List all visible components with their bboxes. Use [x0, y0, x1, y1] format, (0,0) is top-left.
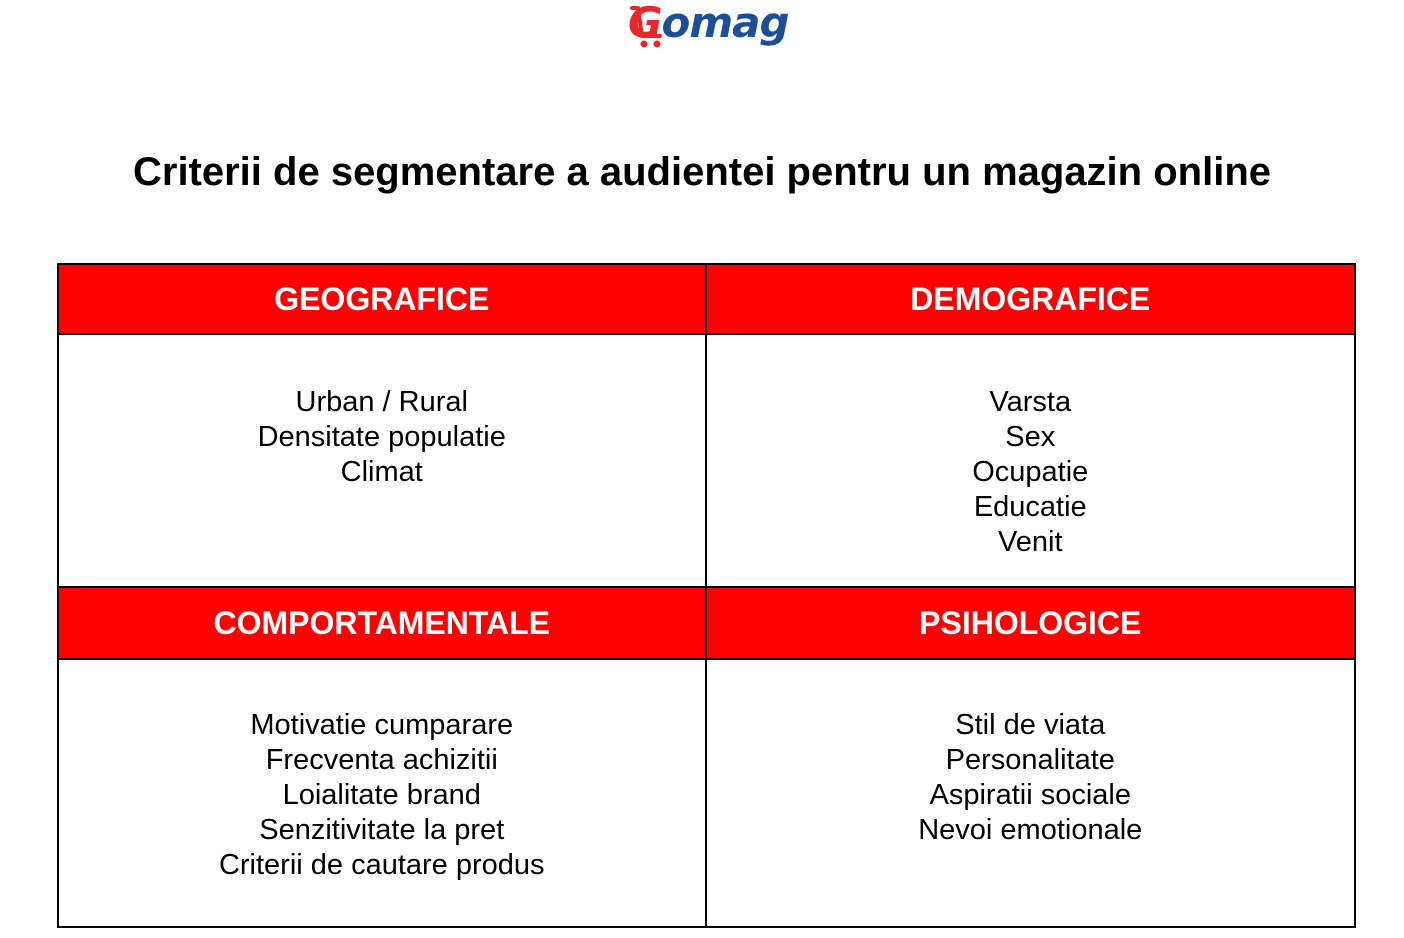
header-psihologice: PSIHOLOGICE: [707, 588, 1355, 660]
logo-text: [628, 0, 789, 47]
list-item: Educatie: [973, 491, 1087, 523]
header-geografice: GEOGRAFICE: [59, 265, 707, 335]
list-item: Varsta: [989, 386, 1072, 418]
list-item: Personalitate: [945, 744, 1115, 776]
list-item: Nevoi emotionale: [918, 814, 1143, 846]
list-item: Densitate populatie: [257, 421, 506, 453]
gomag-logo: [628, 0, 788, 56]
logo-letter-g: G: [628, 0, 662, 47]
list-item: Climat: [340, 456, 423, 488]
cell-comportamentale: [59, 660, 707, 926]
cell-psihologice: [707, 660, 1355, 926]
cell-demografice: [707, 335, 1355, 588]
header-demografice: DEMOGRAFICE: [707, 265, 1355, 335]
list-item: Loialitate brand: [282, 779, 481, 811]
list-item: Aspiratii sociale: [929, 779, 1131, 811]
cell-geografice: [59, 335, 707, 588]
list-item: Urban / Rural: [295, 386, 468, 418]
logo-letters-rest: omag: [661, 0, 789, 47]
list-item: Stil de viata: [955, 709, 1106, 741]
list-item: Ocupatie: [972, 456, 1089, 488]
page-title: Criterii de segmentare a audientei pentru un magazin online: [132, 150, 1271, 194]
list-item: Venit: [998, 526, 1063, 558]
list-item: Sex: [1005, 421, 1056, 453]
segmentation-grid: [57, 263, 1356, 928]
list-item: Criterii de cautare produs: [218, 849, 545, 881]
list-item: Senzitivitate la pret: [259, 814, 505, 846]
header-comportamentale: COMPORTAMENTALE: [59, 588, 707, 660]
list-item: Frecventa achizitii: [265, 744, 498, 776]
list-item: Motivatie cumparare: [250, 709, 514, 741]
